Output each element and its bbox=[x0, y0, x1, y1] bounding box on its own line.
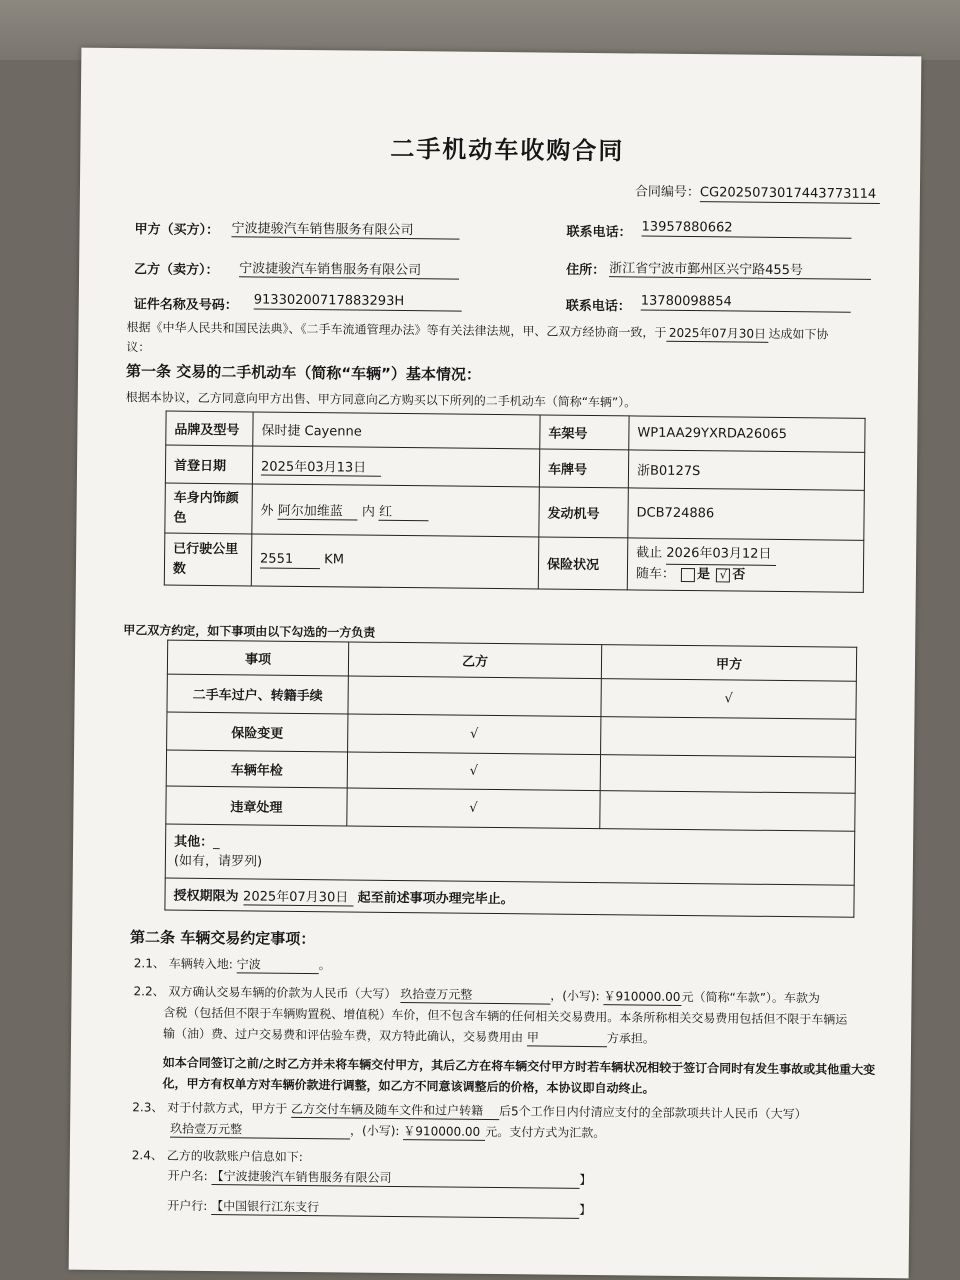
clause-2-2-line-1: 2.2、 双方确认交易车辆的价款为人民币（大写） 玖拾壹万元整 ，(小写): ￥910000.00元（简称“车款”）。车款为 bbox=[133, 984, 821, 1006]
contract-no-label: 合同编号： bbox=[634, 184, 701, 201]
col-item: 事项 bbox=[167, 640, 348, 676]
reg-label: 首登日期 bbox=[165, 445, 252, 484]
duty-item: 车辆年检 bbox=[166, 750, 347, 788]
intro-line-2: 议： bbox=[126, 340, 151, 355]
reg-value: 2025年03月13日 bbox=[261, 455, 381, 476]
duty-a-mark bbox=[600, 755, 855, 794]
cert-phone-label: 联系电话： bbox=[565, 298, 631, 315]
checkbox-no[interactable]: √ bbox=[716, 568, 730, 582]
article-1-heading: 第一条 交易的二手机动车（简称“车辆”）基本情况： bbox=[125, 362, 482, 384]
duty-item: 保险变更 bbox=[167, 712, 348, 752]
party-b-value: 宁波捷骏汽车销售服务有限公司 bbox=[239, 257, 459, 279]
article-2-heading: 第二条 车辆交易约定事项： bbox=[130, 928, 316, 949]
color-label: 车身内饰颜色 bbox=[165, 483, 253, 534]
brand-value: 保时捷 Cayenne bbox=[253, 412, 540, 449]
party-a-phone: 13957880662 bbox=[641, 220, 851, 239]
interior-color: 红 bbox=[379, 500, 429, 521]
deadline-cell: 授权期限为 2025年07月30日 起至前述事项办理完毕止。 bbox=[165, 878, 854, 917]
duty-a-mark bbox=[600, 791, 855, 832]
party-b-label: 乙方（卖方）： bbox=[134, 262, 219, 279]
duty-a-mark: √ bbox=[601, 679, 856, 720]
party-a-phone-label: 联系电话： bbox=[566, 224, 632, 241]
duty-b-mark: √ bbox=[347, 788, 600, 829]
duty-b-mark: √ bbox=[347, 752, 600, 791]
duty-b-mark bbox=[348, 676, 601, 717]
other-note: (如有，请罗列) bbox=[173, 853, 263, 870]
party-a-value: 宁波捷骏汽车销售服务有限公司 bbox=[231, 217, 459, 239]
cert-label: 证件名称及号码： bbox=[133, 297, 238, 314]
duty-item: 二手车过户、转籍手续 bbox=[167, 674, 348, 714]
insurance-label: 保险状况 bbox=[538, 537, 628, 590]
cert-phone: 13780098854 bbox=[641, 294, 851, 313]
contract-title: 二手机动车收购合同 bbox=[390, 134, 625, 166]
col-party-b: 乙方 bbox=[348, 642, 601, 679]
price-upper: 玖拾壹万元整 bbox=[400, 985, 550, 1005]
insurance-date: 2026年03月12日 bbox=[666, 544, 776, 566]
clause-2-3-line-1: 2.3、 对于付款方式，甲方于 乙方交付车辆及随车文件和过户转籍 后5个工作日内付清应支付的全部款项共计人民币（大写） bbox=[132, 1100, 807, 1122]
bank-row: 开户行: 【中国银行江东支行 】 bbox=[167, 1198, 592, 1218]
vehicle-info-table: 品牌及型号 保时捷 Cayenne 车架号 WP1AA29YXRDA26065 首登日期 2025年03月13日 车牌号 浙B0127S 车身内饰颜色 外 阿尔加维蓝 内 红 发动机号 DCB724886 已行驶公里数 2551 KM 保险状况 截止 2026年03月12日 随车： 是 √ 否 bbox=[164, 411, 866, 593]
clause-2-4: 2.4、 乙方的收款账户信息如下: bbox=[131, 1148, 303, 1165]
clause-2-2-bold: 如本合同签订之前/之时乙方并未将车辆交付甲方，其后乙方在将车辆交付甲方时若车辆状况相较于签订合同时有发生事故或其他重大变化，甲方有权单方对车辆价款进行调整，如乙方不同意该调整后的价格，本协议即自动终止。 bbox=[162, 1055, 876, 1096]
party-a-label: 甲方（买方）： bbox=[134, 222, 220, 239]
checkbox-yes[interactable] bbox=[681, 567, 695, 581]
duties-intro: 甲乙双方约定，如下事项由以下勾选的一方负责 bbox=[123, 623, 376, 640]
payment-upper: 玖拾壹万元整 bbox=[170, 1120, 350, 1140]
mileage-value: 2551 bbox=[260, 552, 320, 570]
other-cell bbox=[165, 824, 855, 885]
party-b-addr: 浙江省宁波市鄞州区兴宁路455号 bbox=[609, 257, 871, 280]
party-b-addr-label: 住所： bbox=[566, 262, 606, 279]
deadline-date: 2025年07月30日 bbox=[243, 885, 353, 906]
contract-no-value: CG2025073017443773114 bbox=[700, 185, 880, 204]
other-value: _ bbox=[213, 834, 220, 850]
plate-label: 车牌号 bbox=[539, 449, 628, 488]
clause-2-3-line-2: 玖拾壹万元整 ，(小写): ￥910000.00 元。支付方式为汇款。 bbox=[170, 1121, 606, 1141]
mileage-unit: KM bbox=[324, 552, 345, 568]
clause-2-2-line-2: 含税（包括但不限于车辆购置税、增值税）车价，但不包含车辆的任何相关交易费用。本条所称相关交易费用包括但不限于车辆运 bbox=[163, 1005, 848, 1027]
fee-payer: 甲 bbox=[527, 1028, 607, 1047]
clause-2-2-line-3: 输（油）费、过户交易费和评估验车费，双方特此确认，交易费用由 甲 方承担。 bbox=[163, 1026, 656, 1046]
duty-b-mark: √ bbox=[348, 714, 601, 755]
intro-line-1: 根据《中华人民共和国民法典》、《二手车流通管理办法》等有关法律法规，甲、乙双方经协商一致，于 2025年07月30日 达成如下协 bbox=[126, 320, 829, 342]
bank-name: 【中国银行江东支行 bbox=[211, 1197, 579, 1219]
account-name: 【宁波捷骏汽车销售服务有限公司 bbox=[211, 1167, 579, 1189]
account-name-row: 开户名: 【宁波捷骏汽车销售服务有限公司 】 bbox=[167, 1168, 592, 1188]
exterior-color: 阿尔加维蓝 bbox=[278, 499, 358, 520]
vin-value: WP1AA29YXRDA26065 bbox=[629, 416, 865, 452]
payment-condition: 乙方交付车辆及随车文件和过户转籍 bbox=[291, 1100, 499, 1120]
plate-value: 浙B0127S bbox=[628, 450, 864, 490]
duties-table bbox=[164, 640, 857, 918]
payment-lower: ￥910000.00 bbox=[403, 1122, 485, 1141]
mileage-label: 已行驶公里数 bbox=[164, 533, 252, 586]
brand-label: 品牌及型号 bbox=[166, 411, 253, 446]
vin-label: 车架号 bbox=[540, 415, 629, 450]
destination: 宁波 bbox=[237, 955, 319, 974]
contract-paper bbox=[69, 48, 922, 1279]
engine-label: 发动机号 bbox=[539, 487, 629, 538]
col-party-a: 甲方 bbox=[601, 645, 856, 682]
cert-value: 91330200717883293H bbox=[254, 292, 462, 311]
engine-value: DCB724886 bbox=[628, 488, 865, 540]
price-lower: ￥910000.00 bbox=[603, 987, 681, 1006]
duty-item: 违章处理 bbox=[166, 786, 347, 826]
duty-a-mark bbox=[601, 717, 856, 758]
contract-no bbox=[635, 180, 880, 204]
clause-2-1: 2.1、 车辆转入地: 宁波 。 bbox=[133, 956, 331, 973]
other-label: 其他： bbox=[174, 834, 214, 850]
intro-date: 2025年07月30日 bbox=[666, 324, 768, 343]
article-1-desc: 根据本协议，乙方同意向甲方出售、甲方同意向乙方购买以下所列的二手机动车（简称“车辆”）。 bbox=[125, 390, 637, 410]
